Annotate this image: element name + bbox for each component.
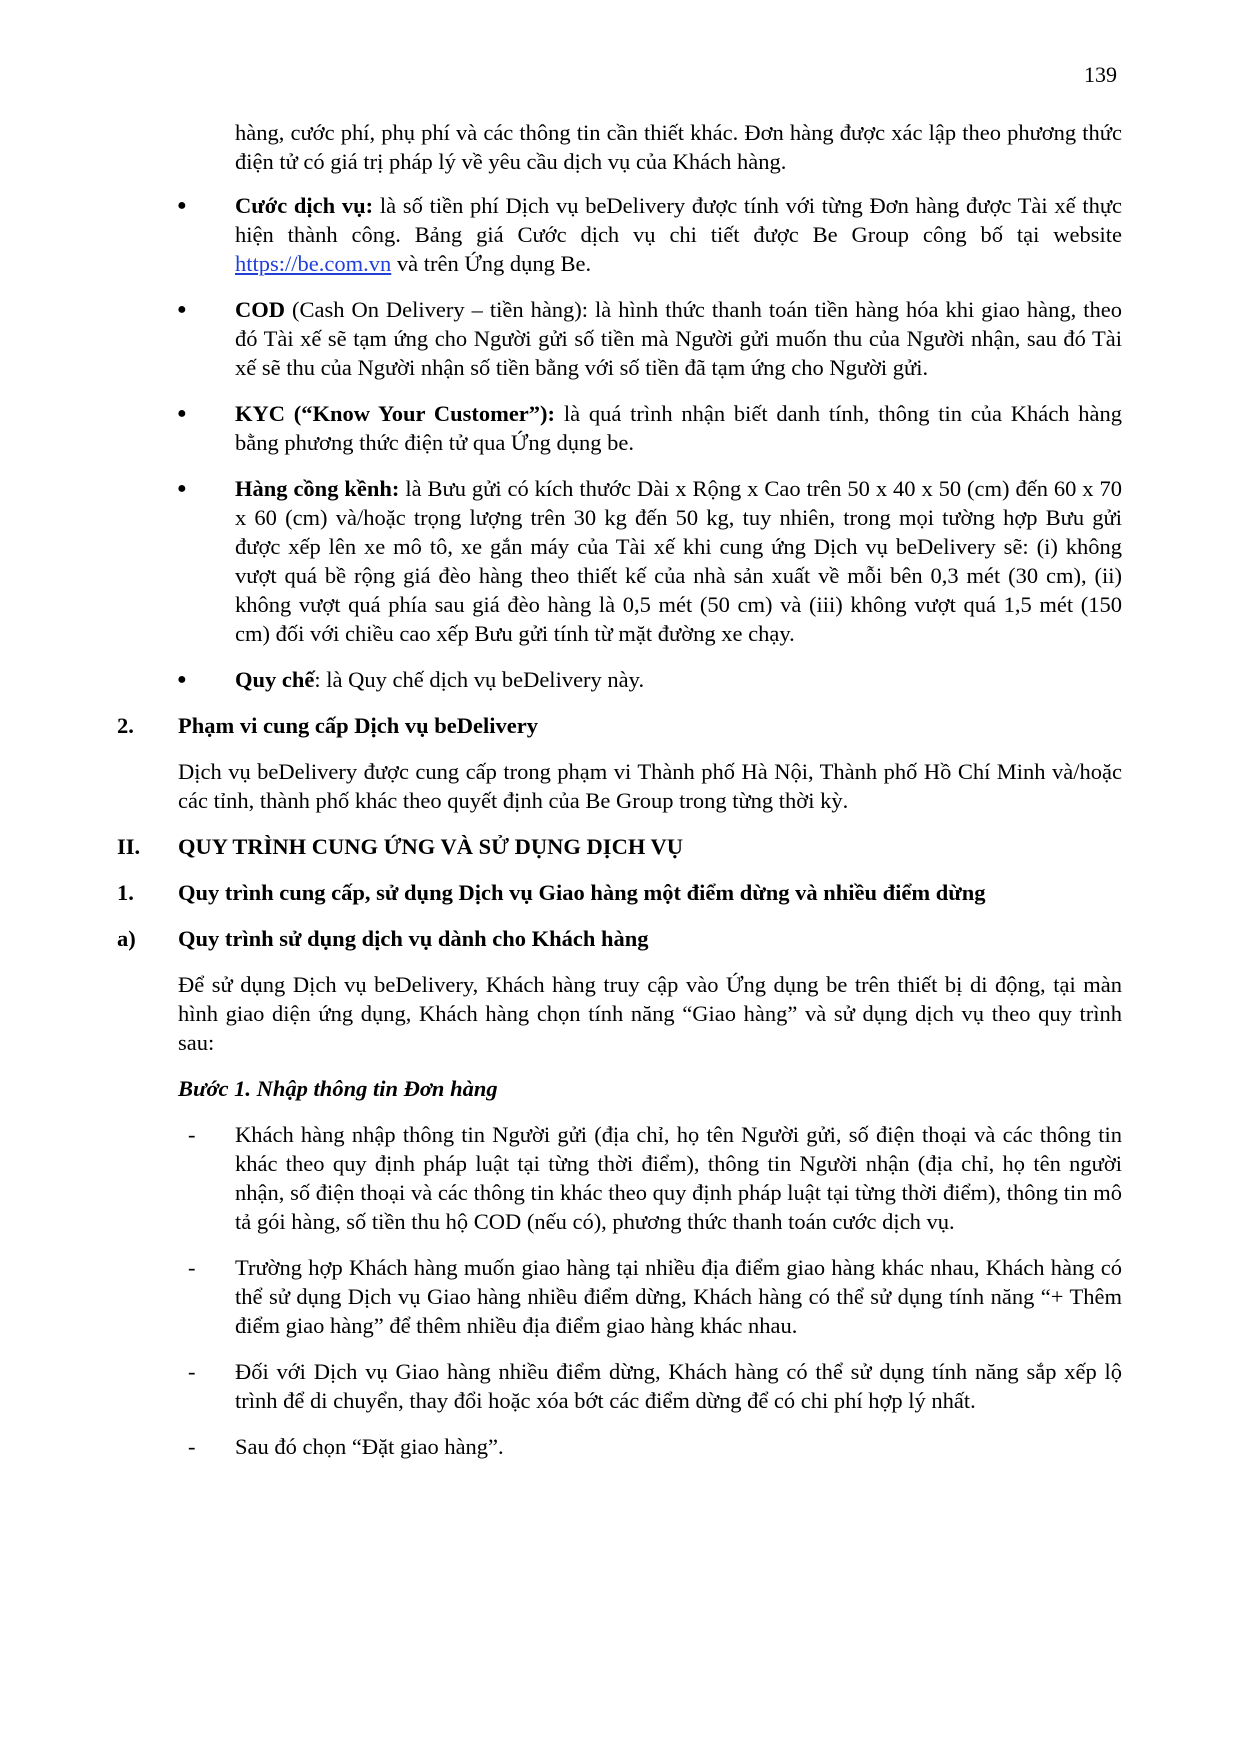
section-2-heading: [117, 711, 1122, 740]
document-body: [117, 118, 1122, 1478]
dash-marker: -: [188, 1122, 196, 1147]
section-title: QUY TRÌNH CUNG ỨNG VÀ SỬ DỤNG DỊCH VỤ: [178, 834, 684, 859]
section-title: Quy trình sử dụng dịch vụ dành cho Khách hàng: [178, 926, 649, 951]
step-1-item-text: Khách hàng nhập thông tin Người gửi (địa chỉ, họ tên Người gửi, số điện thoại và các thông tin khác theo quy định pháp luật tại từng thời điểm), thông tin Người nhận (địa chỉ, họ tên người nhận, số điện thoại và các thông tin khác theo quy định pháp luật tại từng thời điểm), thông tin mô tả gói hàng, số tiền thu hộ COD (nếu có), phương thức thanh toán cước dịch vụ.: [235, 1122, 1122, 1234]
step-1-item-text: Đối với Dịch vụ Giao hàng nhiều điểm dừng, Khách hàng có thể sử dụng tính năng sắp xếp lộ trình để di chuyển, thay đổi hoặc xóa bớt các điểm dừng để có chi phí hợp lý nhất.: [235, 1359, 1122, 1413]
term-quy-che: Quy chế: [235, 667, 315, 692]
section-a-body: Để sử dụng Dịch vụ beDelivery, Khách hàng truy cập vào Ứng dụng be trên thiết bị di động, tại màn hình giao diện ứng dụng, Khách hàng chọn tính năng “Giao hàng” và sử dụng dịch vụ theo quy trình sau:: [178, 972, 1122, 1055]
bullet-item-kyc: [117, 399, 1122, 457]
bullet-icon: ●: [177, 671, 187, 688]
dash-marker: -: [188, 1359, 196, 1384]
step-1-item: [117, 1432, 1122, 1461]
dash-marker: -: [188, 1434, 196, 1459]
term-kyc: KYC (“Know Your Customer”):: [235, 401, 556, 426]
definition-kyc: là quá trình nhận biết danh tính, thông tin của Khách hàng bằng phương thức điện tử qua Ứng dụng be.: [235, 401, 1123, 455]
step-1-item-text: Trường hợp Khách hàng muốn giao hàng tại nhiều địa điểm giao hàng khác nhau, Khách hàng có thể sử dụng Dịch vụ Giao hàng nhiều điểm dừng, Khách hàng có thể sử dụng tính năng “+ Thêm điểm giao hàng” để thêm nhiều địa điểm giao hàng khác nhau.: [235, 1255, 1122, 1338]
bullet-icon: ●: [177, 405, 187, 422]
section-number: 1.: [117, 880, 134, 905]
term-cod: COD: [235, 297, 285, 322]
section-number: II.: [117, 834, 141, 859]
section-title: Quy trình cung cấp, sử dụng Dịch vụ Giao hàng một điểm dừng và nhiều điểm dừng: [178, 880, 986, 905]
definition-quy-che: : là Quy chế dịch vụ beDelivery này.: [314, 667, 645, 692]
page-number: 139: [1084, 62, 1117, 87]
definition-cod: (Cash On Delivery – tiền hàng): là hình thức thanh toán tiền hàng hóa khi giao hàng, theo đó Tài xế sẽ tạm ứng cho Người gửi số tiền mà Người gửi muốn thu của Người nhận, sau đó Tài xế sẽ thu của Người nhận số tiền bằng với số tiền đã tạm ứng cho Người gửi.: [235, 297, 1122, 380]
step-1-item: [117, 1253, 1122, 1340]
section-II-heading: [117, 832, 1122, 861]
definition-cuoc-end: và trên Ứng dụng Be.: [391, 251, 592, 276]
section-number: 2.: [117, 713, 134, 738]
bullet-item-cod: [117, 295, 1122, 382]
term-cuoc: Cước dịch vụ:: [235, 193, 374, 218]
bullet-icon: ●: [177, 301, 187, 318]
section-1-heading: [117, 878, 1122, 907]
step-1-item-text: Sau đó chọn “Đặt giao hàng”.: [235, 1434, 504, 1459]
step-1-item: [117, 1120, 1122, 1236]
dash-marker: -: [188, 1255, 196, 1280]
section-number: a): [117, 926, 136, 951]
step-1-item: [117, 1357, 1122, 1415]
intro-paragraph: hàng, cước phí, phụ phí và các thông tin cần thiết khác. Đơn hàng được xác lập theo phương thức điện tử có giá trị pháp lý về yêu cầu dịch vụ của Khách hàng.: [235, 120, 1122, 174]
definition-hang-cong-kenh: là Bưu gửi có kích thước Dài x Rộng x Cao trên 50 x 40 x 50 (cm) đến 60 x 70 x 60 (cm) và/hoặc trọng lượng trên 30 kg đến 50 kg, tuy nhiên, trong mọi tường hợp Bưu gửi được xếp lên xe mô tô, xe gắn máy của Tài xế khi cung ứng Dịch vụ beDelivery sẽ: (i) không vượt quá bề rộng giá đèo hàng theo thiết kế của nhà sản xuất về mỗi bên 0,3 mét (30 cm), (ii) không vượt quá phía sau giá đèo hàng là 0,5 mét (50 cm) và (iii) không vượt quá 1,5 mét (150 cm) đối với chiều cao xếp Bưu gửi tính từ mặt đường xe chạy.: [235, 476, 1122, 646]
bullet-item-quy-che: [117, 665, 1122, 694]
section-2-body: Dịch vụ beDelivery được cung cấp trong phạm vi Thành phố Hà Nội, Thành phố Hồ Chí Minh và/hoặc các tỉnh, thành phố khác theo quyết định của Be Group trong từng thời kỳ.: [178, 759, 1122, 813]
section-a-heading: [117, 924, 1122, 953]
bullet-item-hang-cong-kenh: [117, 474, 1122, 648]
definition-cuoc: là số tiền phí Dịch vụ beDelivery được tính với từng Đơn hàng được Tài xế thực hiện thành công. Bảng giá Cước dịch vụ chi tiết được Be Group công bố tại website: [235, 193, 1123, 247]
website-link[interactable]: https://be.com.vn: [235, 251, 392, 276]
bullet-item-cuoc: [117, 191, 1122, 278]
term-hang-cong-kenh: Hàng cồng kềnh:: [235, 476, 400, 501]
section-title: Phạm vi cung cấp Dịch vụ beDelivery: [178, 713, 538, 738]
step-1-title: Bước 1. Nhập thông tin Đơn hàng: [178, 1076, 498, 1101]
bullet-icon: ●: [177, 480, 187, 497]
bullet-icon: ●: [177, 197, 187, 214]
